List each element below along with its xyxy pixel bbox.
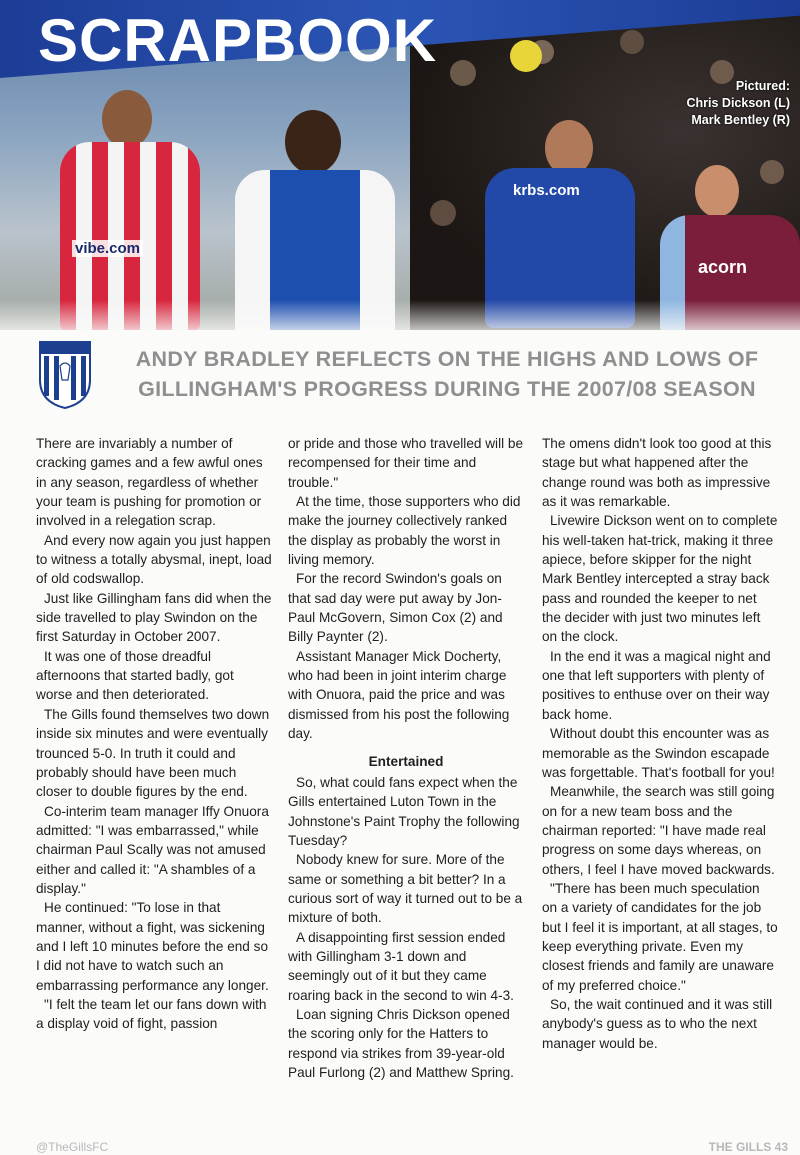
- paragraph: So, what could fans expect when the Gills entertained Luton Town in the Johnstone's Paint Trophy the following Tuesday?: [288, 774, 520, 848]
- paragraph: In the end it was a magical night and one that left supporters with plenty of positives to enthuse over on their way back home.: [542, 648, 771, 722]
- paragraph: Loan signing Chris Dickson opened the scoring only for the Hatters to respond via strikes from 39-year-old Paul Furlong (2) and Matthew Spring.: [288, 1006, 514, 1080]
- paragraph: The Gills found themselves two down inside six minutes and were eventually trounced 5-0. In truth it could and probably should have been much closer to double figures by the end.: [36, 706, 270, 800]
- caption-right-player: Mark Bentley (R): [691, 113, 790, 127]
- player-blue-white: [215, 110, 395, 330]
- footer-page-number: THE GILLS 43: [708, 1140, 788, 1154]
- headline-line-1: ANDY BRADLEY REFLECTS ON THE HIGHS AND LOWS OF: [135, 347, 759, 371]
- photo-right: [410, 0, 800, 330]
- caption-left-player: Chris Dickson (L): [686, 96, 790, 110]
- paragraph: He continued: "To lose in that manner, without a fight, was sickening and I left 10 minutes before the end so I did not have to watch such an embarrassing performance any longer.: [36, 900, 269, 993]
- article-headline: [112, 344, 782, 404]
- paragraph: At the time, those supporters who did make the journey collectively ranked the display as probably the worst in living memory.: [288, 494, 521, 568]
- footer-twitter-handle: @TheGillsFC: [36, 1140, 109, 1154]
- paragraph: For the record Swindon's goals on that sad day were put away by Jon-Paul McGovern, Simon Cox (2) and Billy Paynter (2).: [288, 571, 503, 645]
- paragraph: A disappointing first session ended with Gillingham 3-1 down and seemingly out of it but they came roaring back in the second to win 4-3.: [288, 929, 514, 1003]
- player-blue-heading: [465, 120, 645, 330]
- paragraph: Assistant Manager Mick Docherty, who had been in joint interim charge with Onuora, paid the price and was dismissed from his post the following day.: [288, 648, 510, 742]
- paragraph: "I felt the team let our fans down with a display void of fight, passion: [36, 996, 267, 1032]
- paragraph: "There has been much speculation on a variety of candidates for the job but I feel it is important, at all stages, to keep everything private. Even my closest friends and family are unaware of my preferred choice.": [542, 880, 778, 993]
- gillingham-crest-icon: [38, 340, 92, 410]
- paragraph: Co-interim team manager Iffy Onuora admitted: "I was embarrassed," while chairman Paul Scally was not amused either and called it: "A shambles of a display.": [36, 803, 269, 896]
- sponsor-acorn: acorn: [698, 257, 748, 277]
- page-title: SCRAPBOOK: [38, 7, 438, 74]
- paragraph: Livewire Dickson went on to complete his well-taken hat-trick, making it three apiece, before skipper for the night Mark Bentley intercepted a stray back pass and rounded the keeper to net the decider with just two minutes left on the clock.: [542, 513, 778, 645]
- paragraph: Nobody knew for sure. More of the same or something a bit better? In a curious sort of way it turned out to be a mixture of both.: [288, 852, 523, 926]
- paragraph: Meanwhile, the search was still going on for a new team boss and the chairman reported: "I have made real progress on some days whereas, on others, I feel I have moved backwards.: [542, 784, 775, 877]
- sponsor-krbs: krbs.com: [513, 182, 580, 199]
- paragraph: It was one of those dreadful afternoons that started badly, got worse and then deteriorated.: [36, 648, 234, 703]
- article-column-2: [288, 434, 524, 1082]
- paragraph: And every now again you just happen to witness a totally abysmal, inept, load of old codswallop.: [36, 532, 272, 587]
- paragraph: Without doubt this encounter was as memorable as the Swindon escapade was forgettable. That's football for you!: [542, 726, 775, 780]
- subheading: Entertained: [368, 753, 444, 769]
- player-red-white: [40, 90, 200, 330]
- paragraph: So, the wait continued and it was still anybody's guess as to who the next manager would be.: [542, 996, 773, 1051]
- football: [510, 40, 542, 72]
- banner-fade: [0, 300, 800, 330]
- header-photo-banner: [0, 0, 800, 330]
- paragraph: Just like Gillingham fans did when the side travelled to play Swindon on the first Saturday in October 2007.: [36, 590, 272, 645]
- article-column-3: [542, 434, 778, 1053]
- paragraph: There are invariably a number of cracking games and a few awful ones in any season, regardless of whether your team is pushing for promotion or involved in a relegation scrap.: [36, 436, 263, 529]
- paragraph: The omens didn't look too good at this stage but what happened after the change round was both as impressive as it was remarkable.: [542, 436, 772, 510]
- paragraph: or pride and those who travelled will be recompensed for their time and trouble.": [288, 436, 524, 490]
- caption-label: Pictured:: [735, 79, 790, 93]
- article-column-1: [36, 434, 272, 1034]
- sponsor-vibe: vibe.com: [72, 240, 143, 257]
- photo-caption: [687, 78, 791, 129]
- headline-line-2: GILLINGHAM'S PROGRESS DURING THE 2007/08 SEASON: [138, 377, 756, 401]
